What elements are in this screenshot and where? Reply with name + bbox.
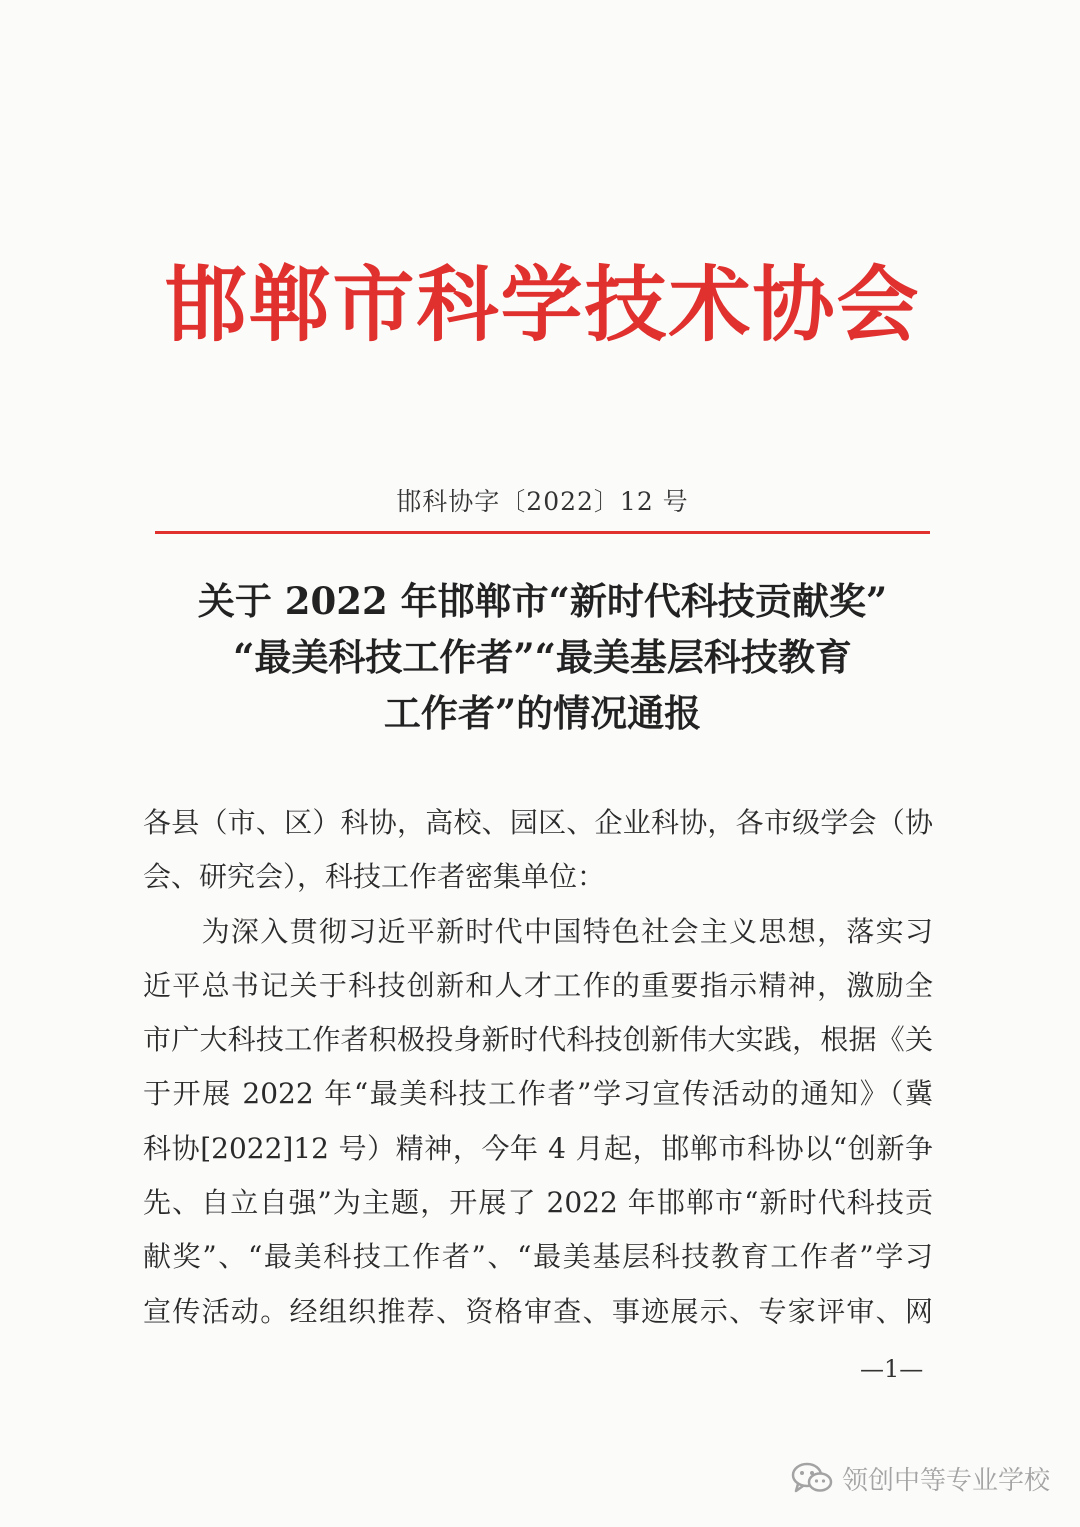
wechat-watermark	[790, 1456, 1050, 1500]
page-number: —1—	[860, 1355, 924, 1383]
watermark-text: 领创中等专业学校	[842, 1465, 1051, 1496]
body-line: 为深入贯彻习近平新时代中国特色社会主义思想，落实习	[143, 914, 933, 948]
org-header: 邯郸市科学技术协会	[164, 257, 921, 353]
title-line: 工作者”的情况通报	[383, 691, 702, 735]
document-title	[140, 573, 945, 741]
red-divider	[155, 531, 930, 534]
body-line: 近平总书记关于科技创新和人才工作的重要指示精神，激励全	[143, 968, 933, 1002]
body-line: 会、研究会），科技工作者密集单位：	[143, 860, 606, 894]
document-body	[143, 796, 933, 1339]
body-line: 宣传活动。经组织推荐、资格审查、事迹展示、专家评审、网	[143, 1294, 933, 1328]
body-line: 市广大科技工作者积极投身新时代科技创新伟大实践，根据《关	[143, 1023, 933, 1057]
wechat-icon	[790, 1460, 834, 1496]
title-line: 关于 2022 年邯郸市“新时代科技贡献奖”	[197, 579, 888, 623]
title-line: “最美科技工作者”“最美基层科技教育	[233, 635, 852, 679]
body-line: 于开展 2022 年“最美科技工作者”学习宣传活动的通知》（冀	[143, 1077, 933, 1111]
document-number: 邯科协字〔2022〕12 号	[396, 487, 689, 516]
body-line: 先、自立自强”为主题，开展了 2022 年邯郸市“新时代科技贡	[143, 1186, 933, 1220]
body-line: 各县（市、区）科协，高校、园区、企业科协，各市级学会（协	[143, 806, 933, 839]
body-line: 科协[2022]12 号）精神，今年 4 月起，邯郸市科协以“创新争	[143, 1131, 933, 1165]
body-line: 献奖”、“最美科技工作者”、“最美基层科技教育工作者”学习	[143, 1240, 933, 1274]
